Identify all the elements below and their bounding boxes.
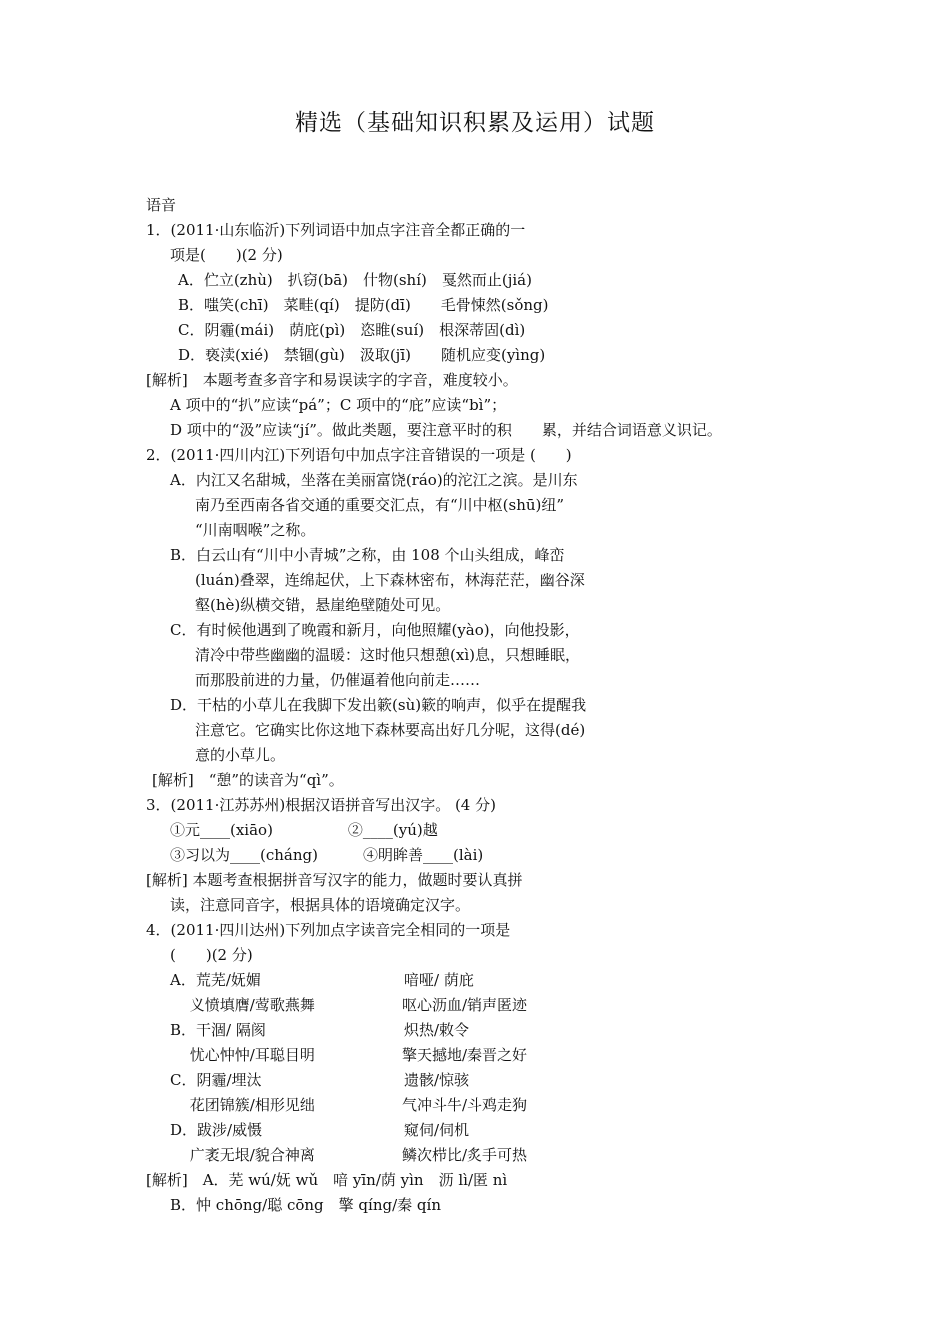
text-line: D．亵渎(xié) 禁锢(gù) 汲取(jī) 随机应变(yìng) xyxy=(178,346,546,364)
text-line: 1．(2011·山东临沂)下列词语中加点字注音全都正确的一 xyxy=(146,221,526,239)
text-line: [解析] 本题考查根据拼音写汉字的能力，做题时要认真拼 xyxy=(146,871,523,889)
text-line: 注意它。它确实比你这地下森林要高出好几分呢，这得(dé) xyxy=(195,721,586,739)
option-left: 忧心忡忡/耳聪目明 xyxy=(170,1046,315,1064)
text-line: D．干枯的小草儿在我脚下发出簌(sù)簌的响声，似乎在提醒我 xyxy=(170,696,587,714)
text-line: 壑(hè)纵横交错，悬崖绝壁随处可见。 xyxy=(195,596,451,614)
document-title: 精选（基础知识积累及运用）试题 xyxy=(295,110,655,136)
text-line: 而那股前进的力量，仍催逼着他向前走…… xyxy=(195,671,481,689)
text-line: 南乃至西南各省交通的重要交汇点，有“川中枢(shū)纽” xyxy=(195,496,565,514)
option-left: B．干涸/ 隔阂 xyxy=(170,1021,266,1039)
option-right: 遗骸/惊骇 xyxy=(404,1071,470,1089)
text-line: B．白云山有“川中小青城”之称，由 108 个山头组成，峰峦 xyxy=(170,546,565,564)
text-line: 读，注意同音字，根据具体的语境确定汉字。 xyxy=(170,896,471,914)
option-left: D．跋涉/威慑 xyxy=(170,1121,263,1139)
text-line: 意的小草儿。 xyxy=(195,746,286,764)
option-left: 义愤填膺/莺歌燕舞 xyxy=(170,996,315,1014)
text-line: 2．(2011·四川内江)下列语句中加点字注音错误的一项是 ( ) xyxy=(146,446,572,464)
option-right: 炽热/敕令 xyxy=(404,1021,470,1039)
option-right: 擎天撼地/秦晋之好 xyxy=(402,1046,528,1064)
text-line: A．伫立(zhù) 扒窃(bā) 什物(shí) 戛然而止(jiá) xyxy=(178,271,532,289)
text-line: [解析] A．芜 wú/妩 wǔ 喑 yīn/荫 yìn 沥 lì/匿 nì xyxy=(146,1171,508,1189)
option-left: 花团锦簇/相形见绌 xyxy=(170,1096,315,1114)
text-line: 项是( )(2 分) xyxy=(170,246,283,264)
option-left: 广袤无垠/貌合神离 xyxy=(170,1146,315,1164)
option-right: 呕心沥血/销声匿迹 xyxy=(402,996,528,1014)
text-line: 3．(2011·江苏苏州)根据汉语拼音写出汉字。 (4 分) xyxy=(146,796,496,814)
option-right: 窥伺/伺机 xyxy=(404,1121,470,1139)
text-line: (luán)叠翠，连绵起伏，上下森林密布，林海茫茫，幽谷深 xyxy=(195,571,585,589)
option-left: C．阴霾/埋汰 xyxy=(170,1071,262,1089)
text-line: A 项中的“扒”应读“pá”；C 项中的“庇”应读“bì”； xyxy=(170,396,507,414)
text-line: B．忡 chōng/聪 cōng 擎 qíng/秦 qín xyxy=(170,1196,441,1214)
text-line: ( )(2 分) xyxy=(170,946,253,964)
text-line: 4．(2011·四川达州)下列加点字读音完全相同的一项是 xyxy=(146,921,511,939)
text-line: [解析] 本题考查多音字和易误读字的字音，难度较小。 xyxy=(146,371,518,389)
text-line: ③习以为____(cháng) ④明眸善____(lài) xyxy=(170,846,484,864)
text-line: ①元____(xiāo) ②____(yú)越 xyxy=(170,821,438,839)
text-line: C．有时候他遇到了晚霞和新月，向他照耀(yào)，向他投影， xyxy=(170,621,580,639)
option-right: 气冲斗牛/斗鸡走狗 xyxy=(402,1096,528,1114)
text-line: B．嗤笑(chī) 菜畦(qí) 提防(dī) 毛骨悚然(sǒng) xyxy=(178,296,549,314)
text-line: D 项中的“汲”应读“jí”。做此类题，要注意平时的积 累，并结合词语意义识记。 xyxy=(170,421,722,439)
text-line: “川南咽喉”之称。 xyxy=(195,521,316,539)
option-right: 鳞次栉比/炙手可热 xyxy=(402,1146,528,1164)
text-line: A．内江又名甜城，坐落在美丽富饶(ráo)的沱江之滨。是川东 xyxy=(170,471,578,489)
option-left: A．荒芜/妩媚 xyxy=(170,971,261,989)
option-right: 喑哑/ 荫庇 xyxy=(404,971,474,989)
text-line: [解析] “憩”的读音为“qì”。 xyxy=(152,771,344,789)
section-label: 语音 xyxy=(146,196,177,214)
text-line: C．阴霾(mái) 荫庇(pì) 恣睢(suí) 根深蒂固(dì) xyxy=(178,321,526,339)
text-line: 清冷中带些幽幽的温暖：这时他只想憩(xì)息，只想睡眠， xyxy=(195,646,580,664)
